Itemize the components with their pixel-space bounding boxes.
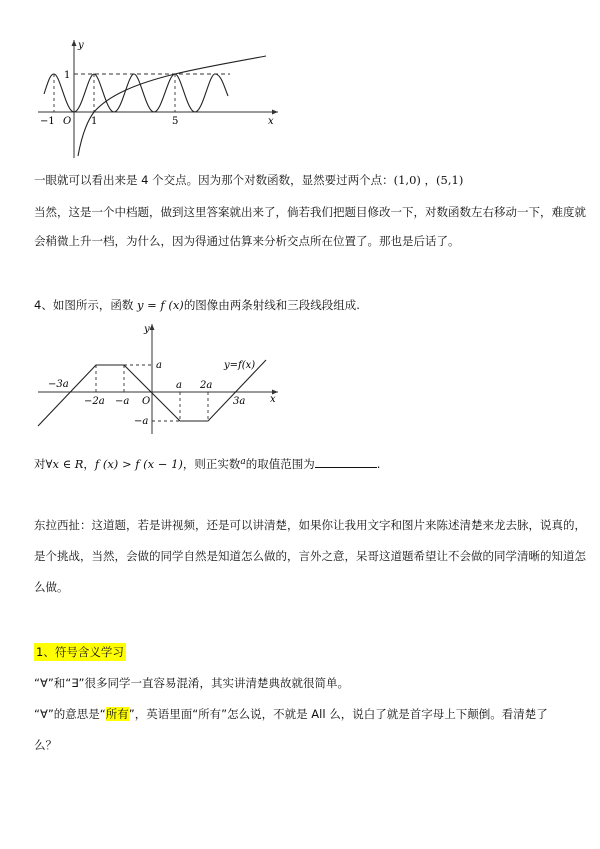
graph-2-minusa-y: −a <box>134 416 149 427</box>
graph-2-func-label: y=f(x) <box>224 360 256 371</box>
paragraph-forall-meaning-line2: 么？ <box>34 738 57 752</box>
highlight-all: 所有 <box>105 707 129 721</box>
graph-1-y-label: y <box>78 40 84 51</box>
graph-1 <box>34 34 284 162</box>
answer-blank[interactable] <box>315 457 377 468</box>
graph-2-3a: 3a <box>233 396 246 407</box>
graph-2-minusa: −a <box>115 396 130 407</box>
paragraph-commentary-line1: 东拉西扯：这道题，若是讲视频，还是可以讲清楚，如果你让我用文字和图片来陈述清楚来龙去脉，说真的， <box>34 518 586 532</box>
graph-1-x-label: x <box>268 116 274 127</box>
paragraph-commentary-line2: 是个挑战，当然，会做的同学自然是知道怎么做的，言外之意，呆哥这道题希望让不会做的同学清晰的知道怎 <box>34 549 586 563</box>
paragraph-intersections <box>34 173 463 187</box>
section-heading-symbols: 1、符号含义学习 <box>36 645 124 659</box>
paragraph-symbols-intro: “∀”和“∃”很多同学一直容易混淆，其实讲清楚典故就很简单。 <box>34 676 349 690</box>
graph-1-tick-minus1: −1 <box>40 116 55 127</box>
graph-1-tick-5: 5 <box>172 116 179 127</box>
paragraph-intersections-text: 一眼就可以看出来是 4 个交点。因为那个对数函数，显然要过两个点： <box>34 173 394 187</box>
paragraph-difficulty-line2: 会稍微上升一档，为什么，因为得通过估算来分析交点所在位置了。那也是后话了。 <box>34 234 460 248</box>
graph-2-a-top: a <box>156 360 162 371</box>
paragraph-forall-meaning: “∀”的意思是“所有”，英语里面“所有”怎么说，不就是 All 么，说白了就是首字母上下颠倒。看清楚了 <box>34 707 548 721</box>
graph-2 <box>34 320 284 438</box>
graph-1-y-tick-1: 1 <box>64 70 71 81</box>
paragraph-intersections-points: (1,0) ，(5,1) <box>393 173 464 187</box>
problem-4-condition: 对∀x ∈ R，f (x) > f (x − 1)，则正实数$^a$的取值范围为 . <box>34 457 381 471</box>
graph-2-minus2a: −2a <box>84 396 105 407</box>
graph-2-2a: 2a <box>200 380 213 391</box>
graph-2-x-label: x <box>270 394 276 405</box>
graph-1-origin: O <box>63 116 72 127</box>
paragraph-difficulty-line1: 当然，这是一个中档题，做到这里答案就出来了，倘若我们把题目修改一下，对数函数左右移动一下，难度就 <box>34 205 586 219</box>
graph-2-minus3a: −3a <box>48 379 69 390</box>
graph-1-periodic-curve <box>44 74 228 112</box>
graph-2-origin: O <box>142 396 151 407</box>
graph-1-log-curve <box>78 56 266 156</box>
graph-1-tick-1: 1 <box>91 116 98 127</box>
graph-2-y-label: y <box>144 324 150 335</box>
paragraph-commentary-line3: 么做。 <box>34 580 69 594</box>
graph-2-a-right: a <box>176 380 182 391</box>
problem-4-function: y = f (x) <box>136 298 184 312</box>
problem-4-statement: 4、如图所示，函数 y = f (x)的图像由两条射线和三段线段组成. <box>34 298 360 312</box>
